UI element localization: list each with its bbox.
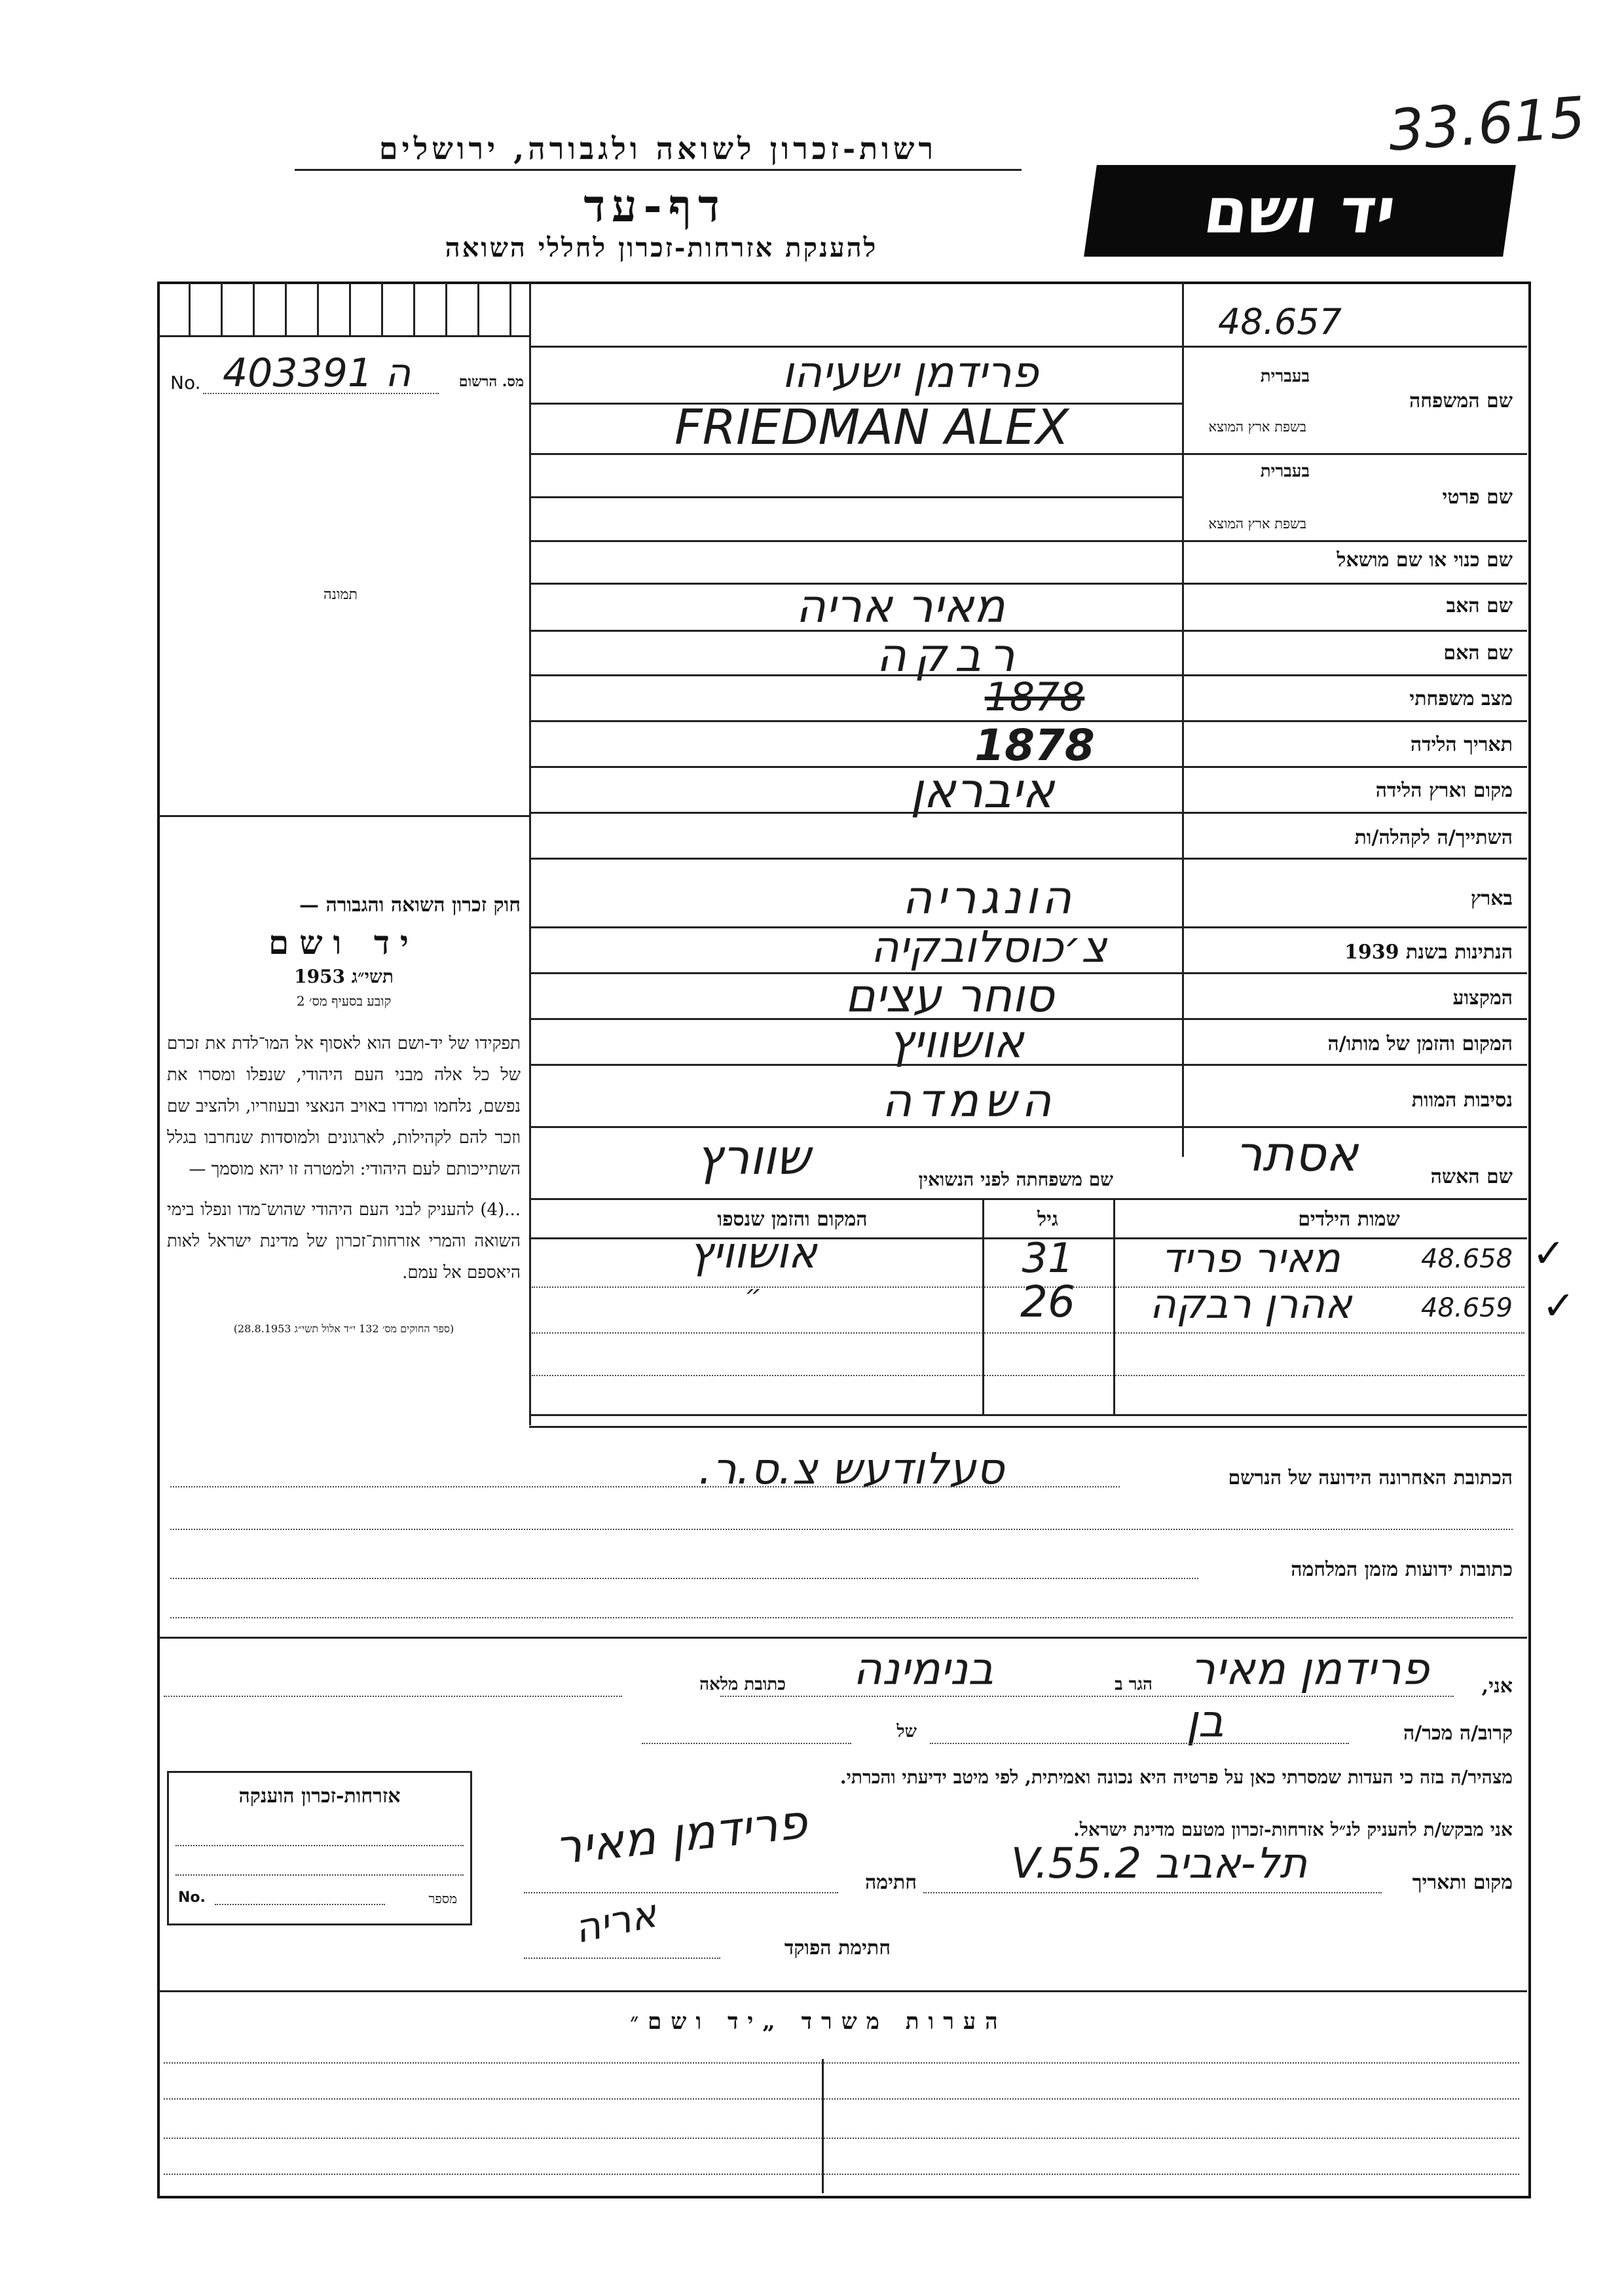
child-2-name: אהרן רבקה [1149, 1280, 1352, 1328]
decl-shel: של [896, 1722, 917, 1741]
label-birth-place: מקום וארץ הלידה [1375, 779, 1513, 802]
decl-officer-label: חתימת הפוקד [784, 1937, 891, 1959]
label-last-address: הכתובת האחרונה הידועה של הנרשם [1228, 1467, 1513, 1489]
label-mother: שם האם [1443, 642, 1513, 665]
children-col-place: המקום והזמן שנספו [717, 1208, 868, 1231]
form-subtitle: להענקת אזרחות-זכרון לחללי השואה [445, 232, 878, 263]
child-2-ref: 48.659 [1421, 1293, 1513, 1323]
child-2-place: ״ [745, 1280, 762, 1310]
decl-place-date-label: מקום ותאריך [1412, 1871, 1513, 1894]
label-first-hebrew: בעברית [1260, 462, 1310, 481]
wife-maiden-value: שוורץ [695, 1129, 811, 1186]
child-2-age: 26 [1020, 1277, 1075, 1327]
death-circumstances-value: השמדה [881, 1074, 1057, 1127]
death-place-value: אושוויץ [888, 1015, 1024, 1068]
law-year: תשי״ג 1953 [294, 966, 394, 987]
family-status-value: 1878 [984, 674, 1085, 720]
family-name-origin: FRIEDMAN ALEX [674, 399, 1069, 456]
father-value: מאיר אריה [796, 579, 1005, 633]
office-notes-title: הערות משרד „יד ושם״ [630, 2009, 1007, 2035]
check-mark-1: ✓ [1532, 1231, 1566, 1277]
law-clause: קובע בסעיף מס׳ 2 [296, 993, 392, 1009]
child-1-age: 31 [1022, 1234, 1074, 1282]
birth-place-value: איבראן [910, 763, 1055, 819]
label-family-status: מצב משפחתי [1409, 687, 1513, 710]
certificate-title: אזרחות-זכרון הוענקה [238, 1785, 401, 1808]
label-country: בארץ [1470, 887, 1513, 910]
decl-line-2: אני מבקש/ת להעניק לנ״ל אזרחות-זכרון מטעם מדינת ישראל. [1073, 1819, 1513, 1840]
label-profession: המקצוע [1452, 987, 1513, 1010]
child-1-place: אושוויץ [689, 1228, 817, 1278]
decl-declarant-name: פרידמן מאיר [1190, 1643, 1430, 1695]
decl-signature: פרידמן מאיר [552, 1794, 810, 1875]
law-name: יד ושם [268, 923, 419, 962]
label-family-name: שם המשפחה [1409, 390, 1513, 412]
family-name-hebrew: פרידמן ישעיהו [782, 347, 1039, 397]
wife-value: אסתר [1235, 1126, 1358, 1182]
decl-relative-label: קרוב/ה מכר/ה [1403, 1722, 1513, 1745]
registration-number: 403391 ה [223, 350, 411, 396]
label-first-origin: בשפת ארץ המוצא [1208, 516, 1306, 532]
mother-value: רבקה [876, 629, 1023, 682]
last-address-value: סעלודעש צ.ס.ר. [698, 1444, 1005, 1494]
decl-signature-label: חתימה [865, 1871, 917, 1894]
yad-vashem-logo: יד ושם [1084, 165, 1516, 257]
certificate-number-en: No. [178, 1889, 206, 1906]
decl-officer-signature: אריה [570, 1890, 661, 1953]
label-family-origin: בשפת ארץ המוצא [1208, 419, 1306, 435]
law-clause-4: ...(4) להעניק לבני העם היהודי שהוש־מדו ונפלו בימי השואה והמרי אזרחות־זכרון של מדינת ישראל לאות היאספם אל עמם. [167, 1200, 521, 1283]
form-title: דף-עד [583, 180, 726, 232]
law-text-block [167, 894, 521, 1336]
decl-line-1: מצהיר/ה בזה כי העדות שמסרתי כאן על פרטיה היא נכונה ואמיתית, לפי מיטב ידיעתי והכרתי. [840, 1766, 1513, 1788]
label-community: השתייך/ה לקהלה/ות [1354, 826, 1513, 849]
children-col-age: גיל [1037, 1208, 1058, 1231]
profession-value: סוחר עצים [845, 969, 1054, 1023]
decl-city: בנימינה [853, 1643, 994, 1695]
child-1-ref: 48.658 [1421, 1244, 1513, 1274]
children-col-names: שמות הילדים [1298, 1208, 1400, 1231]
registration-label-en: No. [170, 372, 201, 393]
corner-number: 33.615 [1386, 84, 1588, 164]
law-source: (ספר החוקים מס׳ 132 י״ד אלול תשי״ג 28.8.1953) [233, 1322, 454, 1335]
law-body: תפקידו של יד-ושם הוא לאסוף אל המו־לדת את זכרם של כל אלה מבני העם היהודי, שנפלו ומסרו את נפשם, נלחמו ומרדו באויב הנאצי ובעוזריו, ולהציב שם וזכר להם לקהילות, לארגונים ולמוסדות שנחרבו בגלל השתייכותם לעם היהודי: ולמטרה זו יהא מוסמך — [167, 1034, 521, 1179]
label-death-place: המקום והזמן של מותו/ה [1327, 1032, 1513, 1055]
label-death-circumstances: נסיבות המוות [1411, 1089, 1513, 1112]
label-wife: שם האשה [1430, 1165, 1513, 1188]
birth-date-value: 1878 [974, 720, 1095, 771]
authority-name: רשות-זכרון לשואה ולגבורה, ירושלים [295, 131, 1022, 171]
label-wife-maiden: שם משפחתה לפני הנשואין [918, 1169, 1113, 1190]
decl-relation: בן [1186, 1696, 1224, 1747]
photo-label: תמונה [323, 587, 358, 603]
certificate-box [167, 1771, 472, 1925]
child-1-name: מאיר פריד [1161, 1234, 1340, 1282]
decl-place-date-value: תל-אביב 2.V.55 [1010, 1840, 1308, 1888]
label-family-hebrew: בעברית [1260, 367, 1310, 386]
law-title: חוק זכרון השואה והגבורה — [299, 894, 521, 917]
label-first-name: שם פרטי [1442, 486, 1513, 509]
certificate-number-label: מספר [428, 1891, 457, 1906]
registration-label: מס. הרשום [458, 373, 524, 390]
label-nickname: שם כנוי או שם מושאל [1337, 549, 1513, 572]
hatch-strip [158, 283, 529, 337]
label-citizenship: הנתינות בשנת 1939 [1344, 941, 1513, 964]
decl-ani: אני, [1481, 1675, 1513, 1698]
check-mark-2: ✓ [1542, 1283, 1576, 1329]
decl-full-address: כתובת מלאה [699, 1675, 786, 1694]
country-value: הונגריה [902, 871, 1076, 924]
label-birth-date: תאריך הלידה [1410, 733, 1513, 756]
decl-lives-in: הגר ב [1115, 1675, 1153, 1694]
citizenship-value: צ׳כוסלובקיה [870, 922, 1107, 972]
label-father: שם האב [1446, 594, 1513, 617]
top-record-number: 48.657 [1218, 301, 1342, 342]
label-war-addresses: כתובות ידועות מזמן המלחמה [1291, 1558, 1513, 1581]
